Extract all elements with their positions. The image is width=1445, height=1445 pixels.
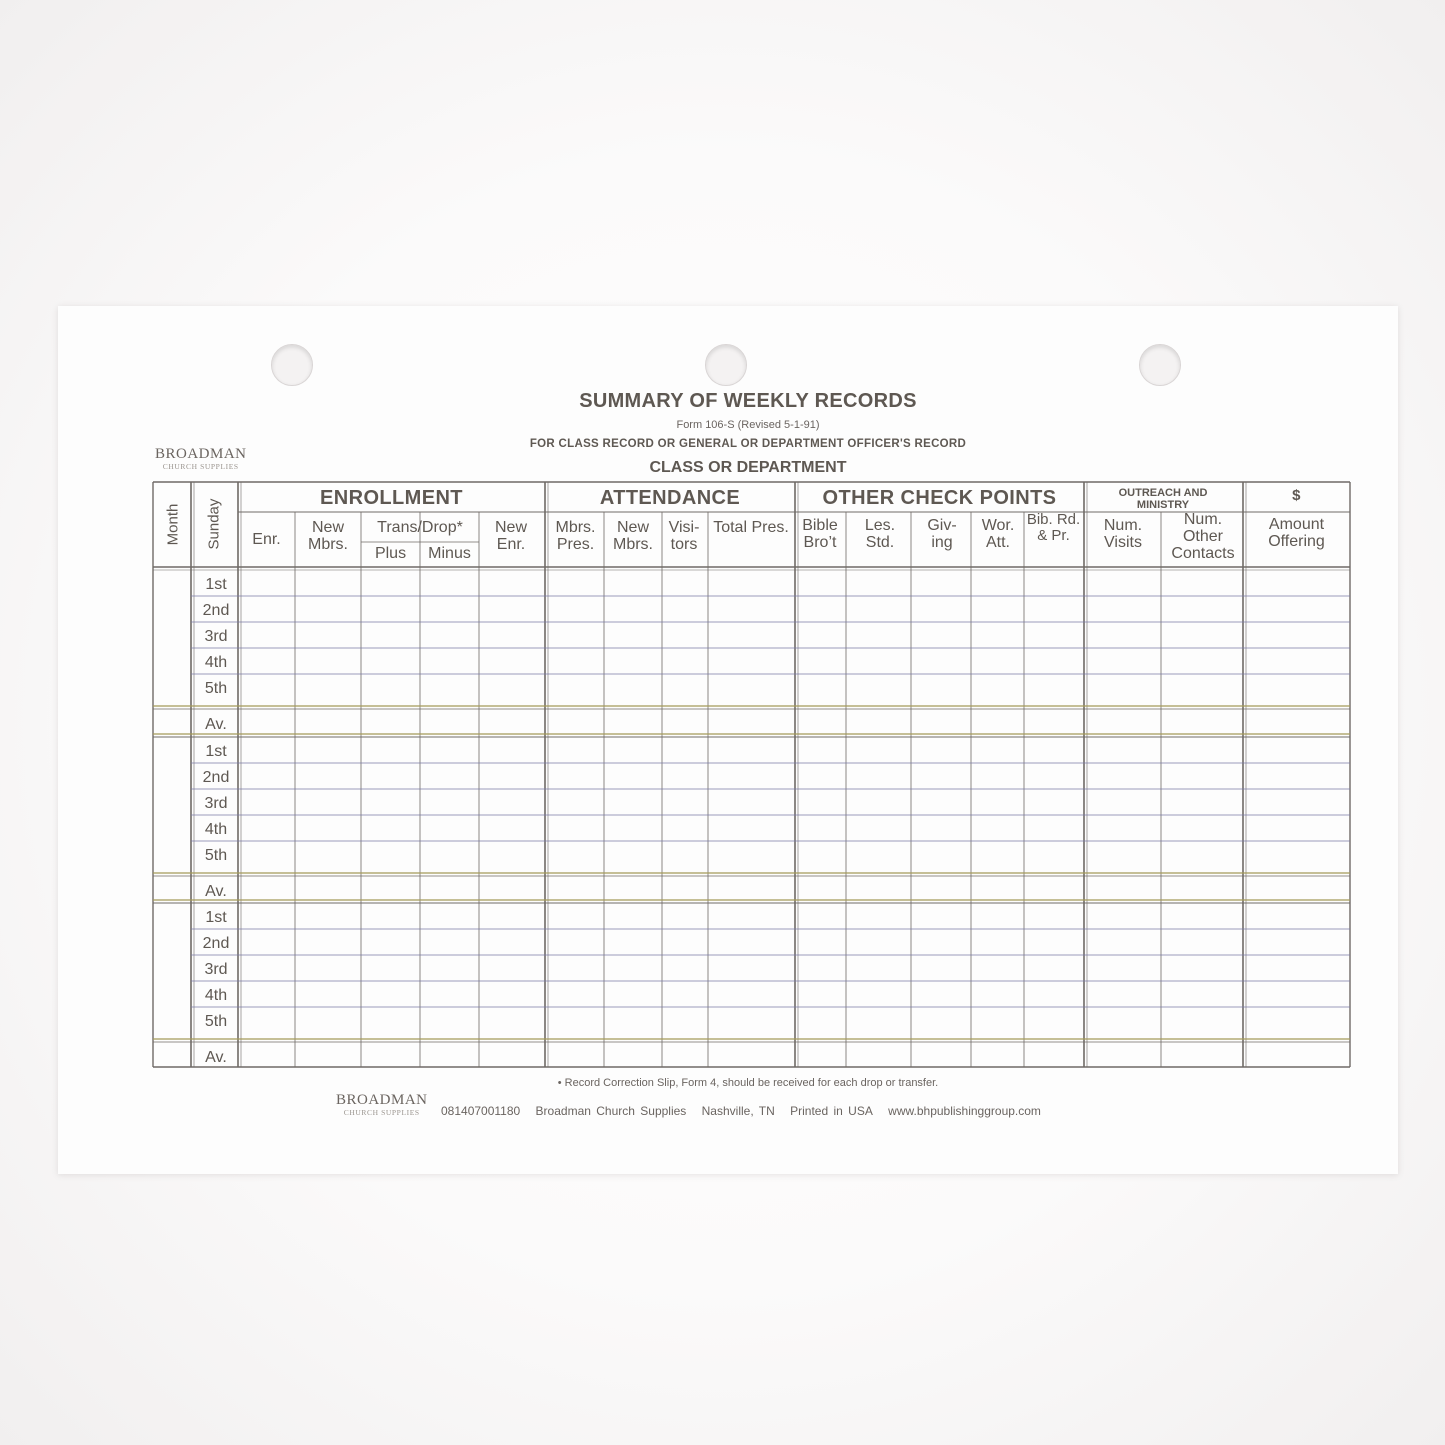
row-label-average: Av. <box>205 883 227 900</box>
col-num-other-contacts: Num. Other Contacts <box>1171 511 1235 562</box>
col-mbrs-pres: Mbrs. Pres. <box>555 519 596 553</box>
col-enr: Enr. <box>252 531 281 548</box>
col-num-visits: Num. Visits <box>1103 517 1143 551</box>
row-label-average: Av. <box>205 716 227 733</box>
row-label-week: 4th <box>204 987 228 1004</box>
form-title: SUMMARY OF WEEKLY RECORDS <box>579 390 917 412</box>
row-label-week: 5th <box>204 1013 228 1030</box>
records-grid <box>153 482 1350 1067</box>
row-label-average: Av. <box>205 1049 227 1066</box>
col-les-std: Les. Std. <box>864 517 896 551</box>
footer-code: 081407001180 <box>441 1104 521 1118</box>
group-other-check-points: OTHER CHECK POINTS <box>822 487 1057 509</box>
form-subtitle: FOR CLASS RECORD OR GENERAL OR DEPARTMENT OFFICER'S RECORD <box>529 438 967 450</box>
col-bible-brot: Bible Bro’t <box>802 517 838 551</box>
footer-printed: Printed in USA <box>790 1104 873 1118</box>
group-enrollment: ENROLLMENT <box>320 487 463 509</box>
record-sheet <box>58 306 1398 1174</box>
row-label-week: 5th <box>204 680 228 697</box>
row-label-week: 4th <box>204 821 228 838</box>
col-trans-drop: Trans/Drop* <box>377 519 463 536</box>
form-number: Form 106-S (Revised 5-1-91) <box>676 419 820 431</box>
row-label-week: 5th <box>204 847 228 864</box>
col-wor-att: Wor. Att. <box>981 517 1015 551</box>
col-bib-rd-pr: Bib. Rd. & Pr. <box>1026 511 1081 544</box>
row-label-week: 1st <box>205 576 227 593</box>
footer-publisher: Broadman Church Supplies <box>535 1104 687 1118</box>
col-giving: Giv- ing <box>927 517 957 551</box>
broadman-logo-footer <box>336 1093 428 1117</box>
row-label-week: 3rd <box>204 795 228 812</box>
row-label-week: 2nd <box>202 935 230 952</box>
footnote: • Record Correction Slip, Form 4, should be received for each drop or transfer. <box>557 1077 939 1089</box>
footer-url: www.bhpublishinggroup.com <box>888 1104 1041 1118</box>
col-minus: Minus <box>428 545 471 562</box>
footer <box>441 1104 1051 1118</box>
class-department-label: CLASS OR DEPARTMENT <box>649 459 847 476</box>
grid-lines <box>153 482 1350 1067</box>
col-total-pres: Total Pres. <box>713 519 789 536</box>
row-label-week: 3rd <box>204 961 228 978</box>
row-label-week: 1st <box>205 909 227 926</box>
row-label-week: 1st <box>205 743 227 760</box>
col-visitors: Visi- tors <box>668 519 700 553</box>
logo-subtitle: CHURCH SUPPLIES <box>162 462 239 471</box>
col-plus: Plus <box>374 545 407 562</box>
broadman-logo <box>155 447 247 471</box>
col-new-mbrs: New Mbrs. <box>308 519 348 553</box>
footer-city: Nashville, TN <box>701 1104 775 1118</box>
row-label-week: 2nd <box>202 769 230 786</box>
group-outreach: OUTREACH AND MINISTRY <box>1118 487 1208 512</box>
row-label-week: 4th <box>204 654 228 671</box>
group-dollar: $ <box>1292 487 1301 504</box>
binder-hole-left <box>271 344 313 386</box>
group-attendance: ATTENDANCE <box>599 487 741 509</box>
sunday-header: Sunday <box>205 498 223 550</box>
logo-name: BROADMAN <box>155 446 247 462</box>
month-header: Month <box>164 503 182 546</box>
binder-hole-right <box>1139 344 1181 386</box>
col-amount-offering: Amount Offering <box>1268 516 1325 550</box>
row-label-week: 3rd <box>204 628 228 645</box>
row-label-week: 2nd <box>202 602 230 619</box>
logo-subtitle: CHURCH SUPPLIES <box>343 1108 420 1117</box>
col-att-new-mbrs: New Mbrs. <box>613 519 653 553</box>
col-new-enr: New Enr. <box>494 519 527 553</box>
binder-hole-center <box>705 344 747 386</box>
logo-name: BROADMAN <box>336 1092 428 1108</box>
